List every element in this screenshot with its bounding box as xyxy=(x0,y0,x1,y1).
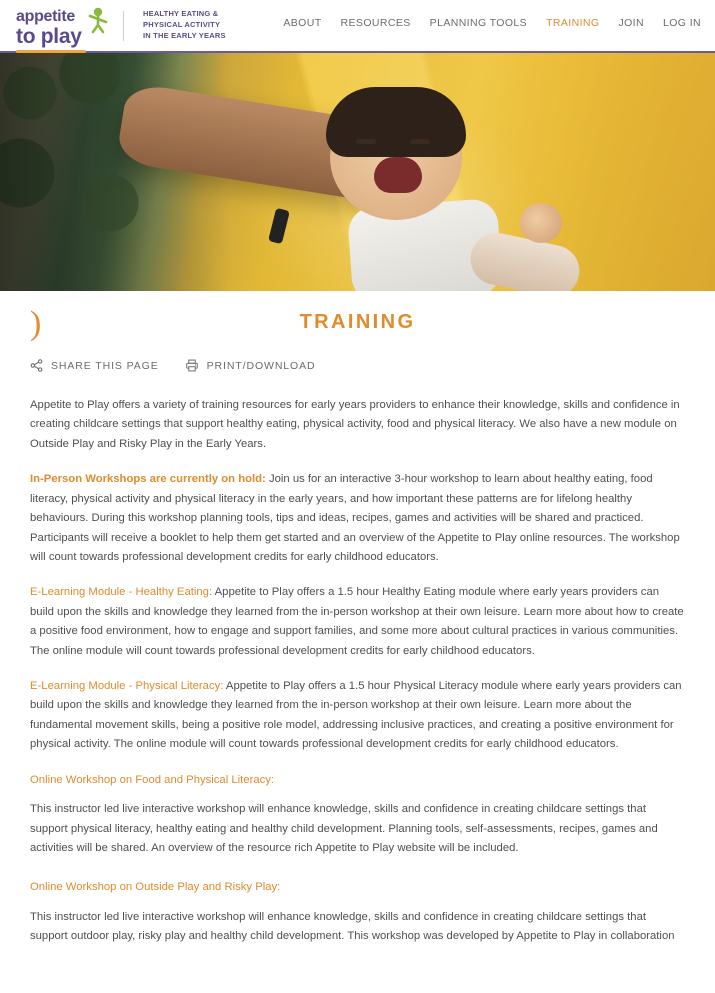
nav-item-training[interactable]: TRAINING xyxy=(546,17,600,29)
hero-child-eye-left xyxy=(356,139,376,144)
page-title: TRAINING xyxy=(299,311,416,333)
paragraph-in-person-workshops xyxy=(30,470,685,567)
logo-mark xyxy=(14,6,110,46)
paragraph-online-workshop-outside-play: This instructor led live interactive workshop will enhance knowledge, skills and confidence in creating childcare settings that support outdoor play, risky play and healthy child development. This workshop was developed by Appetite to Play in collaboration xyxy=(30,910,675,943)
logo-word-appetite: appetite xyxy=(16,7,75,25)
paragraph-elearning-healthy-eating-text: Appetite to Play offers a 1.5 hour Healthy Eating module where early years providers can build upon the skills and knowledge they learned from the in-person workshop at their own leisure. Learn more about how to create a positive food environment, how to engage and support families, and some more about cultural practices in various communities. The online module will count towards professional development credits for early childhood educators. xyxy=(30,586,684,657)
paragraph-elearning-healthy-eating xyxy=(30,583,685,661)
hero-child-hand xyxy=(520,203,562,243)
nav-item-join[interactable]: JOIN xyxy=(618,17,644,29)
paragraph-in-person-workshops-lead: In-Person Workshops are currently on hold: xyxy=(30,473,266,486)
hero-child-mouth xyxy=(374,157,422,193)
nav-item-resources[interactable]: RESOURCES xyxy=(340,17,411,29)
paragraph-elearning-healthy-eating-lead: E-Learning Module - Healthy Eating: xyxy=(30,586,213,599)
site-tagline xyxy=(143,9,226,42)
share-this-page-label: SHARE THIS PAGE xyxy=(51,359,159,372)
paragraph-online-workshop-food: This instructor led live interactive workshop will enhance knowledge, skills and confidence in creating childcare settings that support physical literacy, healthy eating and healthy child development. Planning tools, self-assessments, recipes, games and activities will be shared. An overview of the resource rich Appetite to Play website will be included. xyxy=(30,803,658,855)
nav-item-log-in[interactable]: LOG IN xyxy=(663,17,701,29)
nav-item-planning-tools[interactable]: PLANNING TOOLS xyxy=(429,17,528,29)
tagline-line-3: IN THE EARLY YEARS xyxy=(143,30,226,40)
tagline-line-1: HEALTHY EATING & xyxy=(143,9,219,19)
heading-online-workshop-food: Online Workshop on Food and Physical Literacy: xyxy=(30,773,275,786)
hero-child-hair xyxy=(326,87,466,157)
site-header xyxy=(0,0,715,51)
print-download-label: PRINT/DOWNLOAD xyxy=(206,359,316,372)
logo-divider xyxy=(123,11,124,41)
paragraph-in-person-workshops-text: Join us for an interactive 3-hour workshop to learn about healthy eating, food literacy, physical activity and physical literacy in the early years, and how important these patterns are for lifelong healthy behaviours. During this workshop planning tools, tips and ideas, recipes, games and activities will be shared and practiced. Participants will receive a booklet to help them get started and an overview of the Appetite to Play online resources. The workshop will count towards professional development credits for early childhood educators. xyxy=(30,473,680,563)
hero-banner-image xyxy=(0,53,715,291)
quote-mark-icon: ) xyxy=(30,305,42,342)
paragraph-intro xyxy=(30,396,685,454)
paragraph-intro-text: Appetite to Play offers a variety of training resources for early years providers to enhance their knowledge, skills and confidence in creating childcare settings that support healthy eating, physical activity, food and physical literacy. We also have a new module on Outside Play and Risky Play in the Early Years. xyxy=(30,399,680,450)
share-icon xyxy=(30,359,43,372)
page-content xyxy=(0,291,715,993)
paragraph-elearning-physical-literacy xyxy=(30,677,685,755)
print-download-button[interactable] xyxy=(185,359,316,372)
logo-word-to-play: to play xyxy=(16,24,82,48)
tagline-line-2: PHYSICAL ACTIVITY xyxy=(143,20,221,30)
nav-item-about[interactable]: ABOUT xyxy=(283,17,322,29)
child-playing-icon xyxy=(82,6,108,34)
page-action-row xyxy=(30,359,685,372)
site-logo[interactable] xyxy=(14,6,226,46)
paragraph-elearning-physical-literacy-text: Appetite to Play offers a 1.5 hour Physical Literacy module where early years providers can build upon the skills and knowledge they learned from the in-person workshop at their own leisure. Learn more about the fundamental movement skills, being a positive role model, addressing inclusive practices, and creating a positive environment for physical activity. The online module will count towards professional development credits for early childhood educators. xyxy=(30,680,682,751)
decorative-quote-row xyxy=(30,291,685,342)
heading-online-workshop-outside-play: Online Workshop on Outside Play and Risky Play: xyxy=(30,881,281,894)
hero-child-eye-right xyxy=(410,139,430,144)
main-navigation xyxy=(283,17,701,29)
printer-icon xyxy=(185,359,199,372)
paragraph-elearning-physical-literacy-lead: E-Learning Module - Physical Literacy: xyxy=(30,680,224,693)
share-this-page-button[interactable] xyxy=(30,359,159,372)
